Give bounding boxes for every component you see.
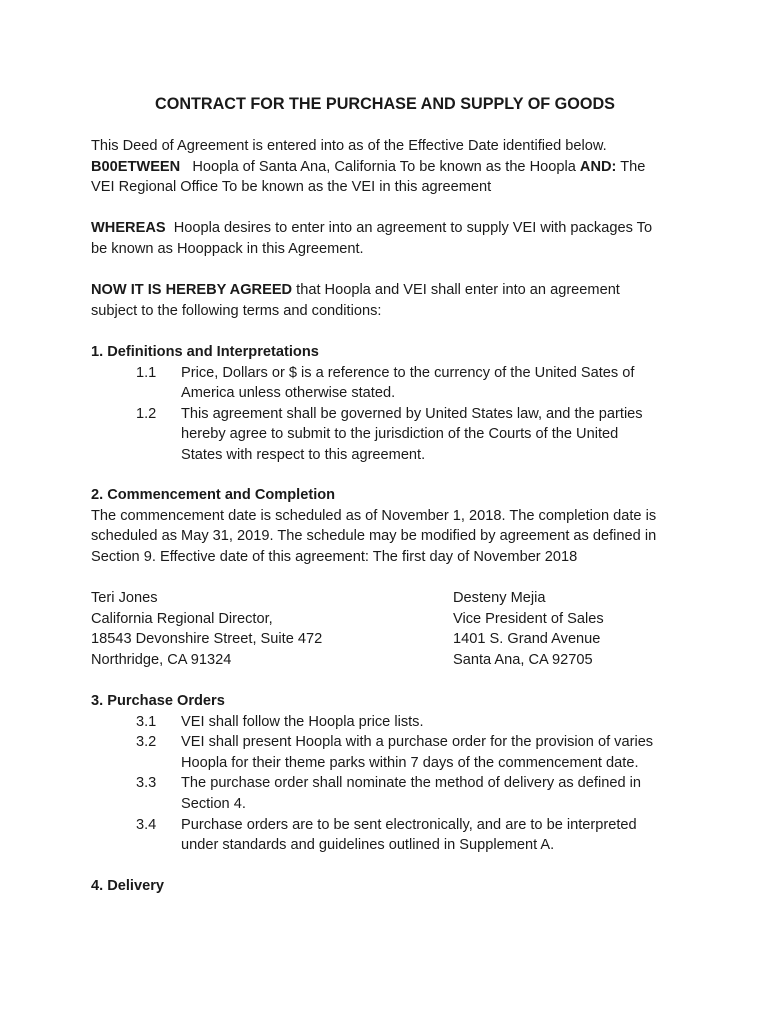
section-heading: 3. Purchase Orders (91, 693, 225, 709)
clause-number: 3.4 (136, 816, 157, 833)
clause-line: The purchase order shall nominate the method of delivery as defined in (181, 775, 641, 792)
whereas-line: be known as Hooppack in this Agreement. (91, 240, 364, 257)
whereas-paragraph (91, 218, 691, 259)
clause-item (91, 773, 691, 814)
clause-line: Purchase orders are to be sent electronically, and are to be interpreted (181, 816, 637, 833)
clause-item (91, 363, 691, 404)
clause-line: States with respect to this agreement. (181, 446, 426, 463)
agreed-paragraph (91, 280, 691, 321)
intro-line: This Deed of Agreement is entered into as of the Effective Date identified below. (91, 138, 607, 154)
clause-line: This agreement shall be governed by United States law, and the parties (181, 405, 643, 422)
clause-line: Price, Dollars or $ is a reference to the currency of the United Sates of (181, 364, 635, 381)
clause-number: 3.3 (136, 775, 157, 792)
clause-item (91, 732, 691, 773)
intro-line: VEI Regional Office To be known as the VEI in this agreement (91, 179, 492, 196)
clause-number: 3.1 (136, 713, 157, 730)
party-name: Teri Jones (91, 590, 158, 606)
section-definitions (91, 342, 691, 466)
clause-line: VEI shall present Hoopla with a purchase order for the provision of varies (181, 734, 654, 751)
party-address: Northridge, CA 91324 (91, 651, 232, 668)
document-title: CONTRACT FOR THE PURCHASE AND SUPPLY OF GOODS (155, 95, 615, 113)
clause-line: Section 4. (181, 795, 246, 812)
agreed-line (91, 280, 691, 301)
clause-line: VEI shall follow the Hoopla price lists. (181, 713, 424, 730)
section-line: scheduled as May 31, 2019. The schedule may be modified by agreement as defined in (91, 528, 657, 545)
agreed-text: that Hoopla and VEI shall enter into an agreement (296, 282, 620, 298)
party-address: 18543 Devonshire Street, Suite 472 (91, 631, 323, 648)
party-address: 1401 S. Grand Avenue (453, 631, 601, 648)
intro-paragraph (91, 136, 691, 198)
between-text: Hoopla of Santa Ana, California To be known as the Hoopla (192, 158, 576, 175)
clause-number: 1.1 (136, 364, 157, 381)
agreed-line: subject to the following terms and conditions: (91, 302, 382, 319)
whereas-line (91, 218, 691, 239)
and-label: AND: (579, 158, 617, 175)
between-line (91, 157, 691, 178)
party-right (453, 588, 753, 670)
clause-line: hereby agree to submit to the jurisdiction of the Courts of the United (181, 426, 619, 443)
clause-number: 1.2 (136, 405, 157, 422)
clause-line: America unless otherwise stated. (181, 385, 396, 402)
whereas-label: WHEREAS (91, 220, 166, 236)
party-name: Desteny Mejia (453, 590, 546, 606)
clause-item (91, 712, 691, 733)
clause-item (91, 404, 691, 466)
section-heading: 2. Commencement and Completion (91, 487, 336, 503)
whereas-text: Hoopla desires to enter into an agreement to supply VEI with packages To (173, 220, 653, 236)
section-heading: 4. Delivery (91, 878, 165, 894)
between-label: B00ETWEEN (91, 158, 181, 175)
agreed-label: NOW IT IS HEREBY AGREED (91, 282, 293, 298)
section-heading: 1. Definitions and Interpretations (91, 344, 319, 360)
section-line: Section 9. Effective date of this agreement: The first day of November 2018 (91, 548, 578, 565)
section-line: The commencement date is scheduled as of November 1, 2018. The completion date is (91, 507, 657, 524)
party-address: Santa Ana, CA 92705 (453, 651, 593, 668)
party-title: Vice President of Sales (453, 610, 604, 627)
section-delivery (91, 876, 691, 897)
party-left (91, 588, 391, 670)
and-text: The (620, 158, 646, 175)
clause-item (91, 815, 691, 856)
party-title: California Regional Director, (91, 610, 273, 627)
clause-line: Hoopla for their theme parks within 7 days of the commencement date. (181, 754, 639, 771)
section-commencement (91, 485, 691, 567)
clause-line: under standards and guidelines outlined in Supplement A. (181, 837, 555, 854)
clause-number: 3.2 (136, 734, 157, 751)
section-purchase-orders (91, 691, 691, 856)
